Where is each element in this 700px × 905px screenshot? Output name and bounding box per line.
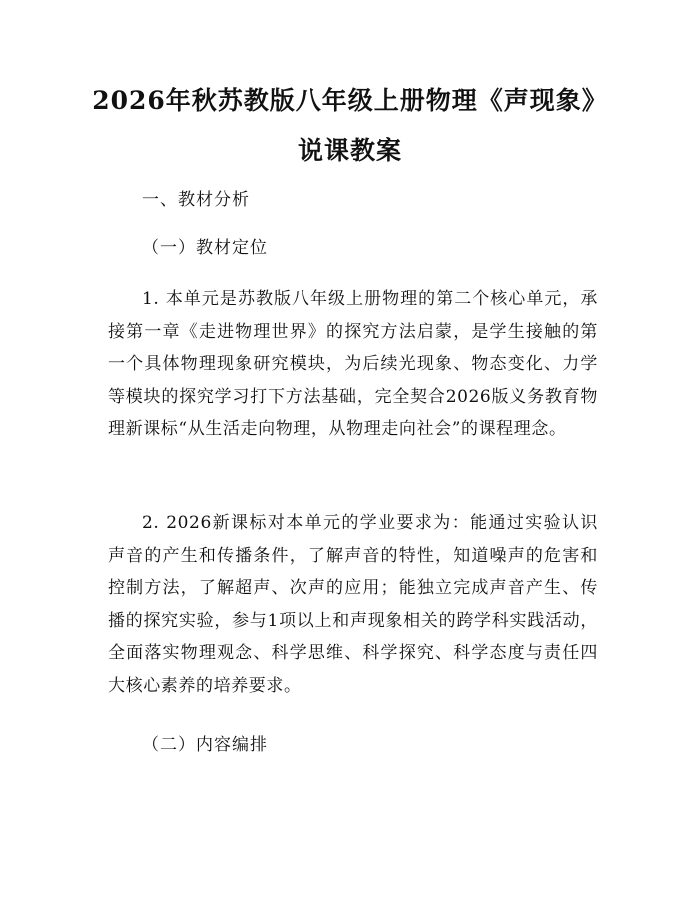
subsection-heading-content-arrangement: （二）内容编排 bbox=[142, 735, 268, 755]
section-heading-material-analysis: 一、教材分析 bbox=[142, 190, 250, 210]
paragraph-curriculum-requirements: 2. 2026新课标对本单元的学业要求为：能通过实验认识声音的产生和传播条件，了解声音的特性，知道噪声的危害和控制方法，了解超声、次声的应用；能独立完成声音产生、传播的探究实验，参与1项以上和声现象相关的跨学科实践活动，全面落实物理观念、科学思维、科学探究、科学态度与责任四大核心素养的培养要求。 bbox=[108, 513, 598, 696]
paragraph-unit-positioning: 1. 本单元是苏教版八年级上册物理的第二个核心单元，承接第一章《走进物理世界》的探究方法启蒙，是学生接触的第一个具体物理现象研究模块，为后续光现象、物态变化、力学等模块的探究学习打下方法基础，完全契合2026版义务教育物理新课标“从生活走向物理，从物理走向社会”的课程理念。 bbox=[108, 289, 598, 439]
document-title: 2026年秋苏教版八年级上册物理《声现象》 bbox=[92, 86, 608, 115]
subsection-heading-material-positioning: （一）教材定位 bbox=[142, 238, 268, 258]
document-subtitle: 说课教案 bbox=[297, 136, 402, 165]
